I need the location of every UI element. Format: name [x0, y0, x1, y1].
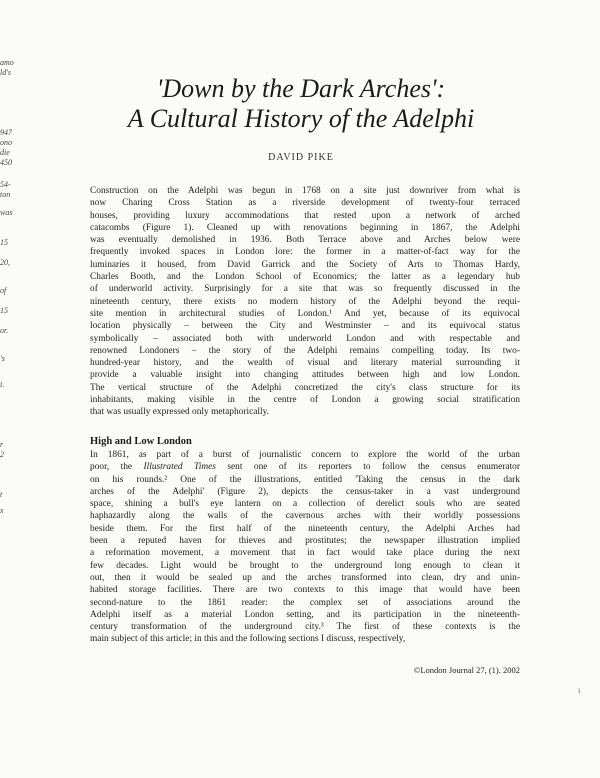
- margin-note: amo: [0, 58, 14, 67]
- margin-note: 947: [0, 128, 12, 137]
- text-line: The vertical structure of the Adelphi concretized the city's class structure for its: [90, 382, 520, 393]
- margin-note: 20,: [0, 258, 10, 267]
- margin-note: ld's: [0, 68, 12, 77]
- margin-note: die: [0, 148, 10, 157]
- text-line: poor, the Illustrated Times sent one of its reporters to follow the census enumerator: [90, 462, 520, 473]
- text-line: Construction on the Adelphi was begun in 1768 on a site just downriver from what is: [90, 186, 520, 196]
- page-edge-mark: ι: [578, 685, 581, 695]
- text-line: In 1861, as part of a burst of journalistic concern to explore the world of the urban: [90, 450, 520, 460]
- text-line: out, then it would be sealed up and the arches transformed into clean, dry and unin-: [90, 572, 520, 583]
- margin-note: 15: [0, 238, 8, 247]
- text-line: symbolically – associated both with underworld London and with respectable and: [90, 333, 520, 344]
- text-line: location physically – between the City and Westminster – and its equivocal status: [90, 321, 520, 332]
- text-line: renowned Londoners – the story of the Adelphi remains compelling today. Its two-: [90, 345, 520, 356]
- text-line: habited storage facilities. There are two contexts to this image that would have been: [90, 585, 520, 596]
- margin-note: 450: [0, 158, 12, 167]
- margin-note: t: [0, 490, 3, 499]
- text-line: site mention in architectural studies of London.¹ And yet, because of its equivocal: [90, 308, 520, 319]
- journal-citation: ©London Journal 27, (1). 2002: [413, 665, 520, 675]
- text-line: of underworld activity. Surprisingly for a site that was so frequently discussed in the: [90, 284, 520, 295]
- text-line: catacombs (Figure 1). Cleaned up with renovations beginning in 1867, the Adelphi: [90, 222, 520, 233]
- margin-note: ton: [0, 190, 11, 199]
- margin-note: i.: [0, 380, 5, 389]
- article-title: [40, 74, 562, 134]
- text-line: frequently invoked spaces in London lore: the former in a matter-of-fact way for the: [90, 247, 520, 258]
- text-line: space, shining a bull's eye lantern on a collection of derelict souls who are seated: [90, 499, 520, 510]
- text-line: few decades. Light would be brought to the underground long enough to clean it: [90, 560, 520, 571]
- text-line: provide a valuable insight into changing attitudes between high and low London.: [90, 370, 520, 381]
- margin-note: 2: [0, 450, 4, 459]
- author-name: DAVID PIKE: [268, 152, 334, 163]
- text-line: Adelphi itself as a material London setting, and its participation in the nineteenth-: [90, 609, 520, 620]
- text-line: on his rounds.² One of the illustrations, entitled 'Taking the census in the dark: [90, 474, 520, 485]
- margin-note: ono: [0, 138, 12, 147]
- text-line: second-nature to the 1861 reader: the complex set of associations around the: [90, 597, 520, 608]
- intro-paragraph: [90, 185, 520, 419]
- text-line: been a reputed haven for thieves and prostitutes; the newspaper illustration implied: [90, 536, 520, 547]
- text-line: beside them. For the first half of the nineteenth century, the Adelphi Arches had: [90, 523, 520, 534]
- text-line: hundred-year history, and the wealth of visual and literary material surrounding it: [90, 358, 520, 369]
- text-line: main subject of this article; in this and the following sections I discuss, respectively,: [90, 634, 406, 645]
- text-line: arches of the Adelphi' (Figure 2), depicts the census-taker in a vast underground: [90, 486, 520, 497]
- text-line: houses, providing luxury accommodations that rested upon a network of arched: [90, 210, 520, 221]
- margin-note: 54-: [0, 180, 11, 189]
- margin-note: was: [0, 208, 13, 217]
- title-line-2: A Cultural History of the Adelphi: [127, 104, 475, 133]
- text-line: that was usually expressed only metaphorically.: [90, 407, 270, 418]
- margin-note: x: [0, 506, 4, 515]
- text-line: inhabitants, making visible in the centre of London a growing social stratification: [90, 395, 520, 406]
- title-line-1: 'Down by the Dark Arches':: [156, 74, 446, 103]
- text-line: century transformation of the underground city.³ The first of these contexts is the: [90, 622, 520, 633]
- text-line: a reformation movement, a movement that in fact would take place during the next: [90, 548, 520, 559]
- section-heading: High and Low London: [90, 436, 192, 447]
- margin-note: of: [0, 286, 7, 295]
- text-line: luminaries it housed, from David Garrick and the Society of Arts to Thomas Hardy,: [90, 259, 520, 270]
- text-line: was eventually demolished in 1936. Both Terrace above and Arches below were: [90, 235, 520, 246]
- text-line: now Charing Cross Station as a riverside development of twenty-four terraced: [90, 198, 520, 209]
- italic-title: Illustrated Times: [143, 462, 216, 473]
- margin-note: or.: [0, 326, 9, 335]
- text-line: nineteenth century, there exists no modern history of the Adelphi beyond the requi-: [90, 296, 520, 307]
- margin-note: 's: [0, 354, 5, 363]
- text-line: haphazardly along the walls of the cavernous arches with their worldly possessions: [90, 511, 520, 522]
- margin-note: 15: [0, 306, 8, 315]
- section-paragraph: [90, 449, 520, 646]
- text-line: Charles Booth, and the London School of Economics; the latter as a legendary hub: [90, 272, 520, 283]
- margin-note: r: [0, 440, 4, 449]
